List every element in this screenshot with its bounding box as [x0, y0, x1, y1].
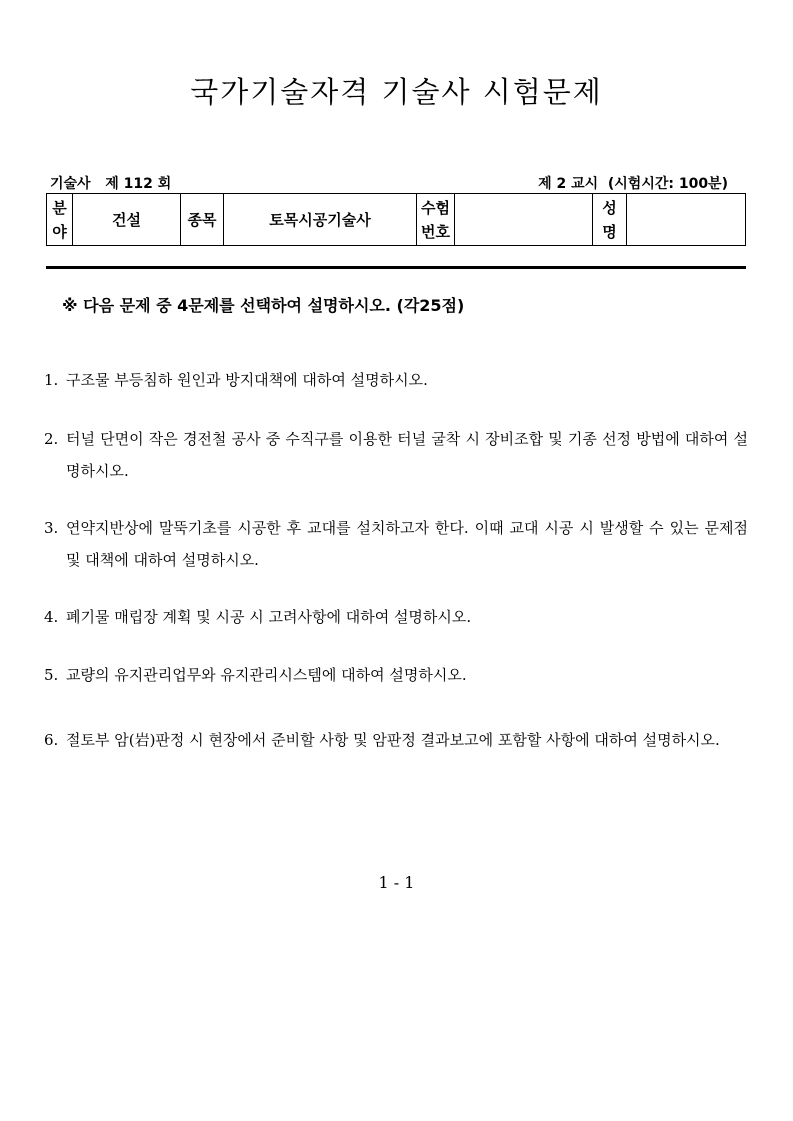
question-item [44, 724, 748, 756]
name-label-cell [593, 194, 627, 246]
exam-number-label-bottom: 번호 [421, 222, 450, 241]
question-number: 6. [44, 731, 59, 749]
question-text: 절토부 암(岩)판정 시 현장에서 준비할 사항 및 암판정 결과보고에 포함할 사항에 대하여 설명하시오. [66, 731, 720, 749]
exam-number-label-cell [417, 194, 455, 246]
question-item [44, 601, 748, 633]
name-label-top: 성 [602, 198, 617, 217]
question-item [44, 423, 748, 487]
field-label-top: 분 [52, 198, 67, 217]
category-value: 토목시공기술사 [224, 194, 417, 246]
question-number: 1. [44, 371, 59, 389]
question-number: 4. [44, 608, 59, 626]
name-label-bottom: 명 [602, 222, 617, 241]
exam-number-label-top: 수험 [421, 198, 450, 217]
question-number: 5. [44, 666, 59, 684]
exam-meta-row [48, 173, 746, 193]
name-field[interactable] [627, 194, 746, 246]
exam-session-time: 제 2 교시 (시험시간: 100분) [538, 176, 728, 192]
field-label-bottom: 야 [52, 222, 67, 241]
question-item [44, 364, 748, 396]
question-text: 터널 단면이 작은 경전철 공사 중 수직구를 이용한 터널 굴착 시 장비조합 및 기종 선정 방법에 대하여 설명하시오. [66, 430, 748, 480]
exam-number-field[interactable] [455, 194, 593, 246]
question-number: 2. [44, 430, 59, 448]
question-text: 폐기물 매립장 계획 및 시공 시 고려사항에 대하여 설명하시오. [66, 608, 472, 626]
page-number: 1 - 1 [378, 873, 415, 892]
exam-info-table [46, 193, 746, 246]
field-label-cell [47, 194, 73, 246]
question-text: 구조물 부등침하 원인과 방지대책에 대하여 설명하시오. [66, 371, 428, 389]
question-item [44, 659, 748, 691]
question-text: 연약지반상에 말뚝기초를 시공한 후 교대를 설치하고자 한다. 이때 교대 시공 시 발생할 수 있는 문제점 및 대책에 대하여 설명하시오. [66, 519, 748, 569]
exam-round: 기술사 제 112 회 [50, 176, 172, 192]
instruction-text: ※ 다음 문제 중 4문제를 선택하여 설명하시오. (각25점) [62, 296, 465, 315]
header-divider [46, 266, 746, 269]
question-item [44, 512, 748, 576]
field-value: 건설 [73, 194, 181, 246]
question-number: 3. [44, 519, 59, 537]
category-label: 종목 [181, 194, 224, 246]
document-title: 국가기술자격 기술사 시험문제 [190, 75, 603, 109]
question-text: 교량의 유지관리업무와 유지관리시스템에 대하여 설명하시오. [66, 666, 467, 684]
